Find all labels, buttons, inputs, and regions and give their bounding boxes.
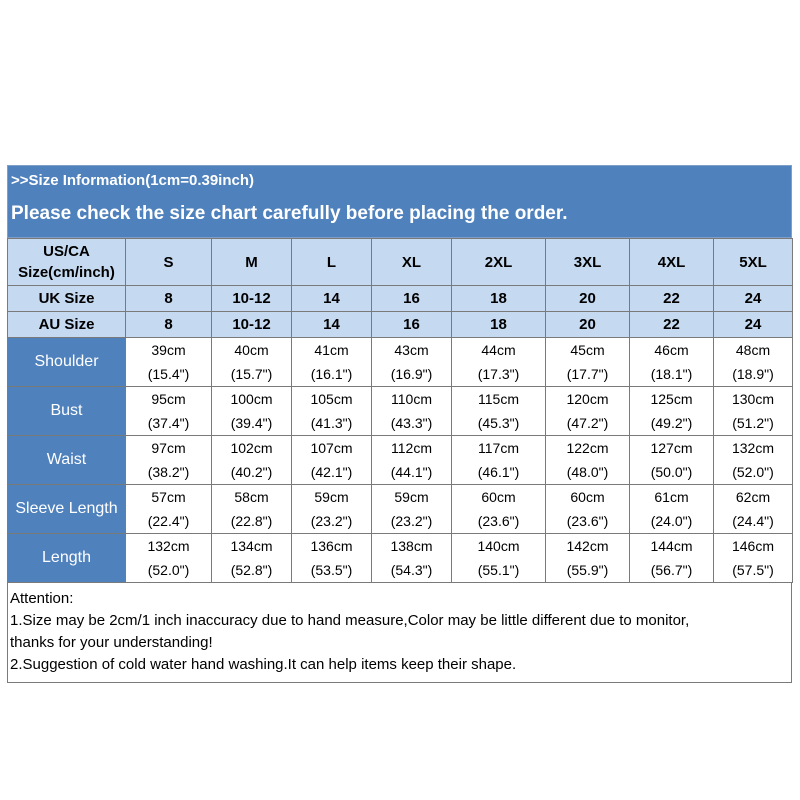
size-table [7, 238, 793, 583]
attention-line-3: 2.Suggestion of cold water hand washing.It can help items keep their shape. [10, 656, 517, 673]
measure-cell [546, 485, 630, 534]
measure-cell [546, 338, 630, 387]
measure-cell [546, 436, 630, 485]
measure-label: Bust [8, 387, 126, 436]
us-size-label: US/CA [43, 243, 90, 260]
measure-inch: (53.5") [310, 562, 353, 578]
measure-cell [630, 534, 714, 583]
measure-cm: 117cm [478, 440, 519, 456]
au-size-cell: 14 [292, 312, 372, 338]
measure-inch: (44.1") [390, 464, 433, 480]
measure-inch: (23.6") [566, 513, 609, 529]
measure-cm: 44cm [481, 342, 516, 358]
measure-cell [212, 485, 292, 534]
measure-row [8, 534, 793, 583]
uk-size-cell: 24 [714, 286, 793, 312]
measure-cell [452, 485, 546, 534]
measure-cell [714, 338, 793, 387]
size-header-cell: M [212, 239, 292, 286]
measure-label: Length [8, 534, 126, 583]
measure-cm: 57cm [151, 489, 186, 505]
measure-inch: (18.9") [732, 366, 774, 382]
measure-inch: (24.4") [732, 513, 774, 529]
measure-cm: 105cm [310, 391, 353, 407]
au-size-cell: 8 [126, 312, 212, 338]
measure-inch: (48.0") [566, 464, 609, 480]
au-size-cell: 16 [372, 312, 452, 338]
size-unit-label: Size(cm/inch) [18, 264, 115, 281]
au-size-row [8, 312, 793, 338]
measure-cell [292, 436, 372, 485]
measure-cell [452, 338, 546, 387]
measure-inch: (17.7") [566, 366, 609, 382]
measure-cell [372, 387, 452, 436]
measure-cm: 48cm [735, 342, 771, 358]
measure-cm: 97cm [151, 440, 186, 456]
measure-cm: 132cm [147, 538, 190, 554]
uk-size-row [8, 286, 793, 312]
size-header-cell: 4XL [630, 239, 714, 286]
measure-cell [372, 338, 452, 387]
uk-size-cell: 16 [372, 286, 452, 312]
measure-cm: 58cm [234, 489, 269, 505]
measure-inch: (56.7") [650, 562, 693, 578]
measure-cell [212, 338, 292, 387]
measure-inch: (52.0") [147, 562, 190, 578]
measure-cm: 62cm [735, 489, 771, 505]
measure-inch: (38.2") [147, 464, 190, 480]
attention-note [7, 583, 792, 683]
measure-inch: (40.2") [230, 464, 273, 480]
measure-cm: 130cm [731, 391, 775, 407]
measure-cm: 132cm [731, 440, 775, 456]
measure-cell [452, 387, 546, 436]
measure-inch: (54.3") [390, 562, 433, 578]
measure-cell [714, 534, 793, 583]
us-size-row [8, 239, 793, 286]
measure-cm: 60cm [481, 489, 516, 505]
measure-inch: (52.0") [732, 464, 774, 480]
measure-cell [372, 534, 452, 583]
measure-cm: 46cm [654, 342, 689, 358]
au-size-cell: 10-12 [212, 312, 292, 338]
measure-inch: (22.8") [230, 513, 273, 529]
measure-cm: 120cm [566, 391, 609, 407]
measure-cell [546, 534, 630, 583]
measure-cm: 144cm [650, 538, 693, 554]
measure-inch: (43.3") [390, 415, 433, 431]
measure-cell [212, 534, 292, 583]
attention-line-1: 1.Size may be 2cm/1 inch inaccuracy due to hand measure,Color may be little different due to monitor, [10, 612, 690, 629]
measure-label: Sleeve Length [8, 485, 126, 534]
measure-cm: 107cm [310, 440, 353, 456]
measure-inch: (52.8") [230, 562, 273, 578]
attention-title: Attention: [10, 590, 74, 607]
measure-cm: 41cm [314, 342, 349, 358]
measure-cell [126, 534, 212, 583]
measure-inch: (16.9") [390, 366, 433, 382]
measure-cm: 110cm [391, 391, 432, 407]
measure-label: Waist [8, 436, 126, 485]
au-size-cell: 22 [630, 312, 714, 338]
measure-cell [452, 436, 546, 485]
measure-inch: (41.3") [310, 415, 353, 431]
measure-inch: (51.2") [732, 415, 774, 431]
size-header-cell: 2XL [452, 239, 546, 286]
measure-cell [126, 436, 212, 485]
measure-cm: 127cm [650, 440, 693, 456]
size-header-cell: 5XL [714, 239, 793, 286]
measure-row [8, 338, 793, 387]
measure-cm: 142cm [566, 538, 609, 554]
measure-row [8, 436, 793, 485]
measure-cm: 39cm [151, 342, 186, 358]
measure-inch: (24.0") [650, 513, 693, 529]
measure-inch: (47.2") [566, 415, 609, 431]
measure-inch: (50.0") [650, 464, 693, 480]
measure-cm: 140cm [477, 538, 520, 554]
measure-cm: 115cm [478, 391, 519, 407]
measure-inch: (49.2") [650, 415, 693, 431]
size-info-title: >>Size Information(1cm=0.39inch) [7, 165, 792, 195]
measure-cell [630, 436, 714, 485]
measure-inch: (45.3") [477, 415, 520, 431]
measure-cm: 45cm [570, 342, 605, 358]
measure-inch: (23.6") [477, 513, 520, 529]
measure-inch: (39.4") [230, 415, 273, 431]
measure-inch: (23.2") [310, 513, 353, 529]
measure-inch: (57.5") [732, 562, 774, 578]
measure-inch: (55.9") [566, 562, 609, 578]
measure-cell [546, 387, 630, 436]
size-header-cell: XL [372, 239, 452, 286]
measure-cell [126, 485, 212, 534]
measure-inch: (16.1") [310, 366, 353, 382]
us-size-header [8, 239, 126, 286]
measure-cell [714, 387, 793, 436]
size-header-cell: S [126, 239, 212, 286]
measure-cm: 61cm [654, 489, 689, 505]
au-size-label: AU Size [8, 312, 126, 338]
uk-size-label: UK Size [8, 286, 126, 312]
measure-inch: (22.4") [147, 513, 190, 529]
measure-inch: (15.4") [147, 366, 190, 382]
measure-row [8, 387, 793, 436]
size-chart-notice: Please check the size chart carefully before placing the order. [7, 195, 792, 238]
measure-cm: 59cm [394, 489, 429, 505]
attention-line-2: thanks for your understanding! [10, 634, 213, 651]
measure-cell [630, 485, 714, 534]
measure-cell [372, 485, 452, 534]
measure-cm: 102cm [230, 440, 273, 456]
uk-size-cell: 18 [452, 286, 546, 312]
measure-cm: 40cm [234, 342, 269, 358]
au-size-cell: 24 [714, 312, 793, 338]
measure-cell [452, 534, 546, 583]
measure-cm: 138cm [390, 538, 433, 554]
measure-cell [212, 387, 292, 436]
measure-cell [372, 436, 452, 485]
measure-cm: 43cm [394, 342, 429, 358]
measure-cell [126, 338, 212, 387]
measure-inch: (15.7") [230, 366, 273, 382]
measure-cm: 59cm [314, 489, 349, 505]
measure-cell [292, 534, 372, 583]
measure-inch: (23.2") [390, 513, 433, 529]
measure-cm: 60cm [570, 489, 605, 505]
uk-size-cell: 14 [292, 286, 372, 312]
measure-cm: 100cm [230, 391, 273, 407]
measure-label: Shoulder [8, 338, 126, 387]
size-chart [7, 165, 792, 683]
measure-inch: (17.3") [477, 366, 520, 382]
measure-inch: (55.1") [477, 562, 520, 578]
uk-size-cell: 8 [126, 286, 212, 312]
measure-cell [212, 436, 292, 485]
measure-inch: (42.1") [310, 464, 353, 480]
measure-cell [714, 485, 793, 534]
size-header-cell: L [292, 239, 372, 286]
size-header-cell: 3XL [546, 239, 630, 286]
measure-cell [292, 387, 372, 436]
measure-cell [714, 436, 793, 485]
measure-cm: 134cm [230, 538, 273, 554]
uk-size-cell: 22 [630, 286, 714, 312]
measure-cell [292, 338, 372, 387]
measure-cell [630, 387, 714, 436]
measure-inch: (37.4") [147, 415, 190, 431]
au-size-cell: 18 [452, 312, 546, 338]
measure-cell [126, 387, 212, 436]
uk-size-cell: 20 [546, 286, 630, 312]
uk-size-cell: 10-12 [212, 286, 292, 312]
measure-cm: 146cm [731, 538, 775, 554]
measure-row [8, 485, 793, 534]
au-size-cell: 20 [546, 312, 630, 338]
measure-inch: (18.1") [650, 366, 693, 382]
measure-cell [630, 338, 714, 387]
measure-cell [292, 485, 372, 534]
measure-cm: 95cm [151, 391, 186, 407]
measure-cm: 125cm [650, 391, 693, 407]
measure-cm: 136cm [310, 538, 353, 554]
measure-inch: (46.1") [477, 464, 520, 480]
measure-cm: 112cm [391, 440, 432, 456]
measure-cm: 122cm [566, 440, 609, 456]
